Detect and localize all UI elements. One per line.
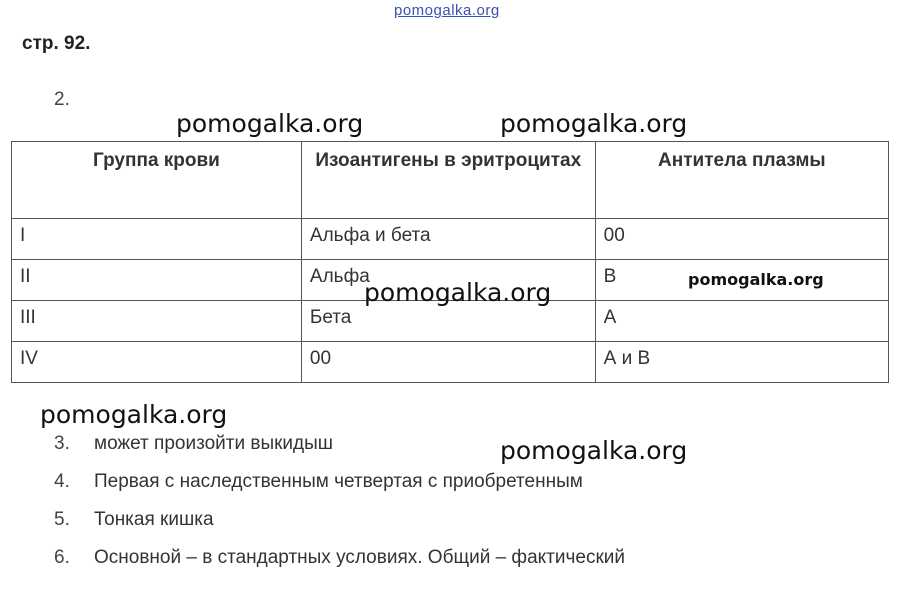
cell-antibodies: А [595,301,888,342]
answer-text: Первая с наследственным четвертая с приобретенным [94,471,583,492]
answer-text: Основной – в стандартных условиях. Общий – фактический [94,547,625,568]
page-reference: стр. 92. [22,33,91,54]
watermark: pomogalka.org [176,109,364,138]
table-header-row [12,142,889,219]
answer-item [54,433,333,455]
site-link[interactable]: pomogalka.org [394,2,500,19]
blood-group-table [11,141,889,383]
question-number-2: 2. [54,89,70,110]
answer-number: 4. [54,471,70,492]
header-plasma-antibodies: Антитела плазмы [595,142,888,219]
cell-blood-group: III [12,301,302,342]
watermark: pomogalka.org [688,270,824,289]
cell-isoantigens: 00 [301,342,595,383]
answer-text: Тонкая кишка [94,509,214,530]
cell-blood-group: IV [12,342,302,383]
table-row [12,260,889,301]
answer-item [54,471,583,493]
watermark: pomogalka.org [500,109,688,138]
cell-antibodies: В [595,260,888,301]
watermark: pomogalka.org [500,436,688,465]
cell-isoantigens: Альфа [301,260,595,301]
watermark: pomogalka.org [40,400,228,429]
watermark: pomogalka.org [364,278,552,307]
header-isoantigens: Изоантигены в эритроцитах [301,142,595,219]
header-blood-group: Группа крови [12,142,302,219]
answer-number: 5. [54,509,70,530]
cell-blood-group: I [12,219,302,260]
table-row [12,301,889,342]
answer-item [54,509,214,531]
answer-number: 3. [54,433,70,454]
cell-isoantigens: Бета [301,301,595,342]
cell-blood-group: II [12,260,302,301]
table-row [12,342,889,383]
table-row [12,219,889,260]
cell-isoantigens: Альфа и бета [301,219,595,260]
answer-item [54,547,625,569]
answer-text: может произойти выкидыш [94,433,334,454]
answer-number: 6. [54,547,70,568]
cell-antibodies: 00 [595,219,888,260]
cell-antibodies: А и В [595,342,888,383]
